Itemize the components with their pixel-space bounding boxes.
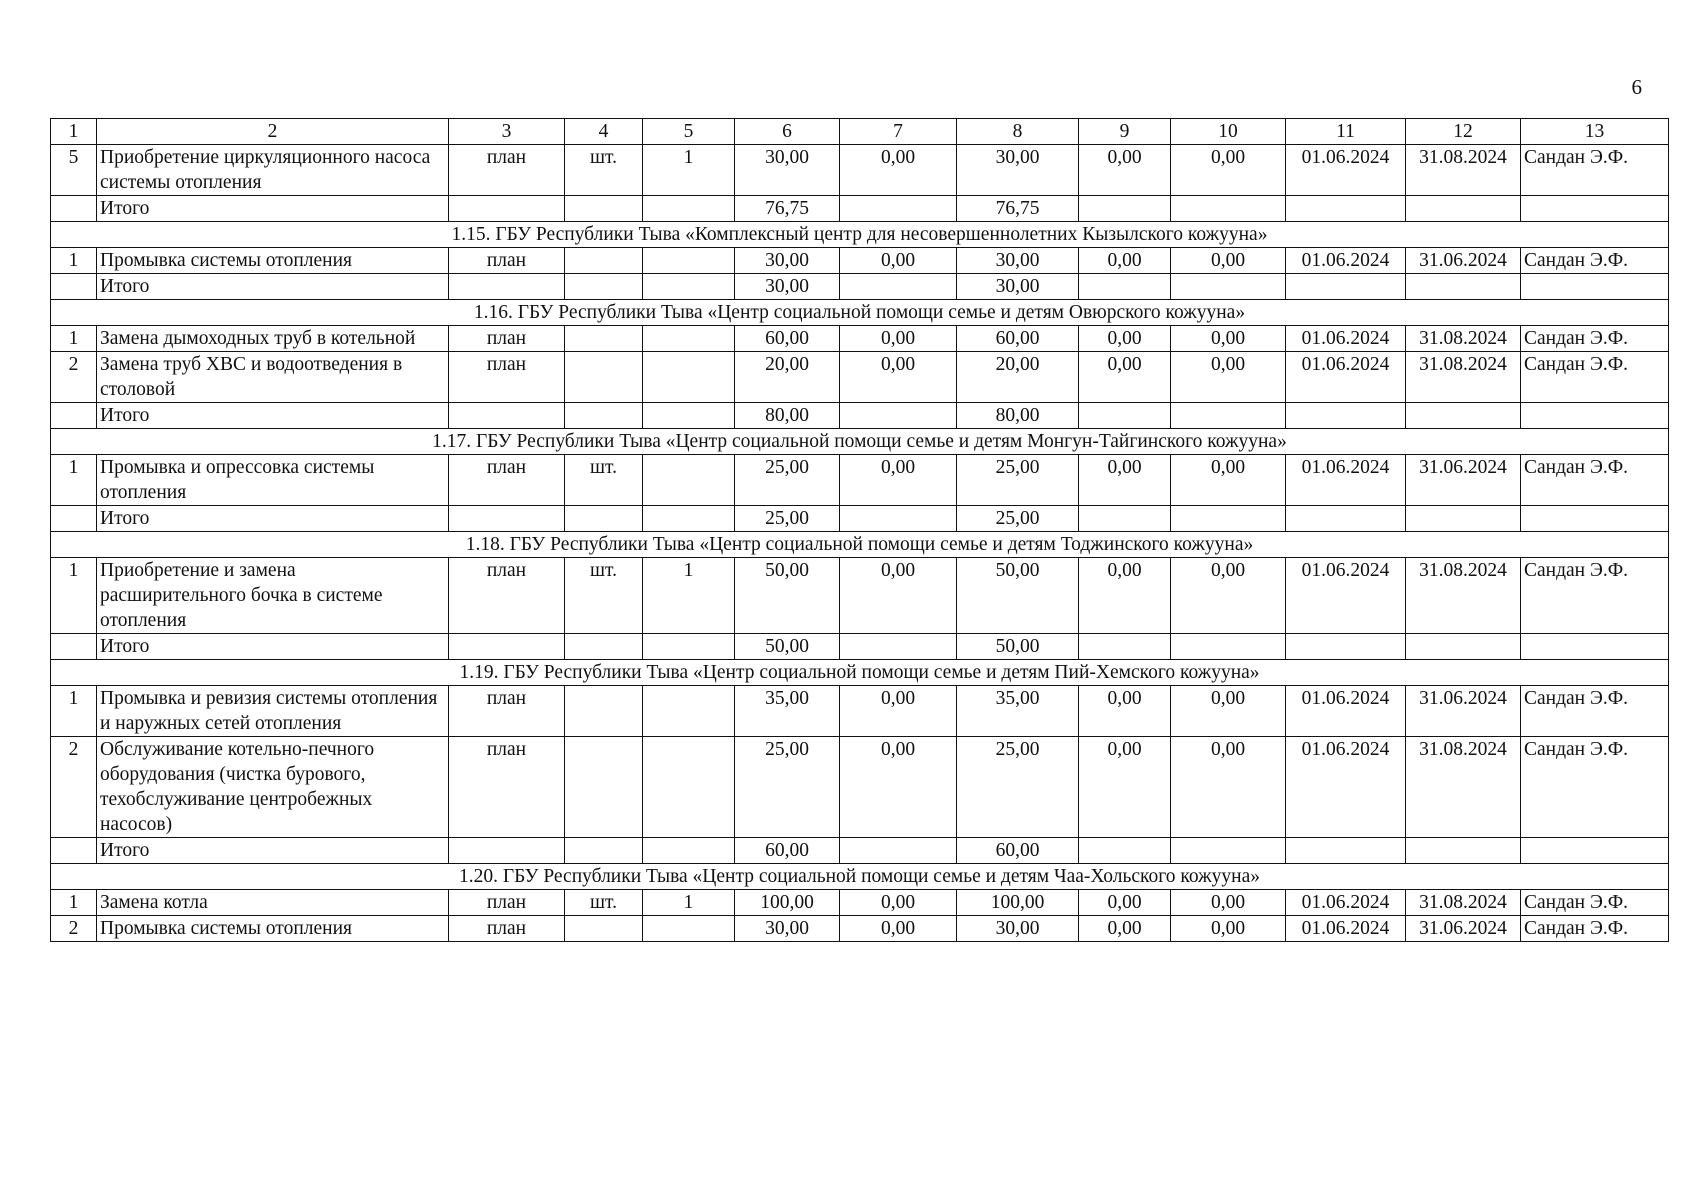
section-title: 1.17. ГБУ Республики Тыва «Центр социальной помощи семье и детям Монгун-Тайгинского кожууна»: [51, 429, 1669, 455]
quantity: [643, 916, 735, 942]
end-date: 31.08.2024: [1406, 737, 1521, 838]
work-name: Промывка и опрессовка системы отопления: [97, 455, 449, 506]
plan-type: план: [449, 737, 565, 838]
responsible-person: Сандан Э.Ф.: [1521, 248, 1669, 274]
unit: [565, 737, 643, 838]
row-number: 1: [51, 248, 97, 274]
amount-local: 0,00: [1079, 737, 1171, 838]
empty-cell: [643, 838, 735, 864]
end-date: 31.06.2024: [1406, 916, 1521, 942]
amount-other: 0,00: [1171, 352, 1286, 403]
unit: [565, 352, 643, 403]
amount-other: 0,00: [1171, 737, 1286, 838]
amount-total: 30,00: [735, 145, 840, 196]
total-amount-regional: 80,00: [957, 403, 1079, 429]
page-number: 6: [1631, 75, 1642, 99]
amount-local: 0,00: [1079, 455, 1171, 506]
start-date: 01.06.2024: [1286, 248, 1406, 274]
total-label: Итого: [97, 838, 449, 864]
empty-cell: [1079, 274, 1171, 300]
empty-cell: [643, 634, 735, 660]
empty-cell: [449, 196, 565, 222]
unit: шт.: [565, 558, 643, 634]
total-amount-regional: 30,00: [957, 274, 1079, 300]
total-amount-regional: 76,75: [957, 196, 1079, 222]
empty-cell: [1286, 838, 1406, 864]
amount-other: 0,00: [1171, 248, 1286, 274]
empty-cell: [565, 403, 643, 429]
start-date: 01.06.2024: [1286, 916, 1406, 942]
empty-cell: [1079, 196, 1171, 222]
amount-federal: 0,00: [840, 455, 957, 506]
column-header: 7: [840, 119, 957, 145]
empty-cell: [1171, 506, 1286, 532]
empty-cell: [1286, 634, 1406, 660]
empty-cell: [1286, 403, 1406, 429]
empty-cell: [1406, 403, 1521, 429]
row-number: 1: [51, 455, 97, 506]
plan-table-body: [51, 119, 1669, 942]
responsible-person: Сандан Э.Ф.: [1521, 145, 1669, 196]
amount-regional: 25,00: [957, 455, 1079, 506]
amount-local: 0,00: [1079, 558, 1171, 634]
amount-federal: 0,00: [840, 248, 957, 274]
empty-cell: [643, 196, 735, 222]
empty-cell: [51, 838, 97, 864]
row-number: 2: [51, 352, 97, 403]
amount-regional: 35,00: [957, 686, 1079, 737]
responsible-person: Сандан Э.Ф.: [1521, 326, 1669, 352]
unit: шт.: [565, 145, 643, 196]
start-date: 01.06.2024: [1286, 558, 1406, 634]
table-row: [51, 248, 1669, 274]
table-row: [51, 686, 1669, 737]
plan-type: план: [449, 145, 565, 196]
header-row: [51, 119, 1669, 145]
amount-local: 0,00: [1079, 145, 1171, 196]
row-number: 1: [51, 326, 97, 352]
start-date: 01.06.2024: [1286, 686, 1406, 737]
responsible-person: Сандан Э.Ф.: [1521, 558, 1669, 634]
section-title: 1.15. ГБУ Республики Тыва «Комплексный центр для несовершеннолетних Кызылского кожууна»: [51, 222, 1669, 248]
total-row: [51, 196, 1669, 222]
amount-regional: 60,00: [957, 326, 1079, 352]
table-row: [51, 890, 1669, 916]
column-header: 3: [449, 119, 565, 145]
empty-cell: [51, 274, 97, 300]
table-row: [51, 455, 1669, 506]
total-row: [51, 506, 1669, 532]
empty-cell: [1079, 634, 1171, 660]
amount-total: 30,00: [735, 916, 840, 942]
empty-cell: [1521, 274, 1669, 300]
end-date: 31.06.2024: [1406, 686, 1521, 737]
empty-cell: [1406, 506, 1521, 532]
empty-cell: [1521, 196, 1669, 222]
empty-cell: [449, 403, 565, 429]
quantity: [643, 248, 735, 274]
quantity: [643, 352, 735, 403]
empty-cell: [565, 506, 643, 532]
amount-federal: 0,00: [840, 145, 957, 196]
empty-cell: [1171, 634, 1286, 660]
amount-total: 35,00: [735, 686, 840, 737]
amount-total: 25,00: [735, 455, 840, 506]
row-number: 5: [51, 145, 97, 196]
unit: шт.: [565, 455, 643, 506]
table-row: [51, 558, 1669, 634]
row-number: 1: [51, 686, 97, 737]
amount-other: 0,00: [1171, 326, 1286, 352]
amount-federal: 0,00: [840, 686, 957, 737]
quantity: 1: [643, 145, 735, 196]
empty-cell: [1406, 838, 1521, 864]
work-name: Обслуживание котельно-печного оборудования (чистка бурового, техобслуживание центробежных насосов): [97, 737, 449, 838]
end-date: 31.06.2024: [1406, 455, 1521, 506]
column-header: 9: [1079, 119, 1171, 145]
total-label: Итого: [97, 403, 449, 429]
amount-federal: 0,00: [840, 352, 957, 403]
total-amount-regional: 60,00: [957, 838, 1079, 864]
plan-table: [50, 118, 1669, 942]
section-row: [51, 660, 1669, 686]
empty-cell: [643, 403, 735, 429]
plan-type: план: [449, 916, 565, 942]
quantity: 1: [643, 558, 735, 634]
amount-regional: 30,00: [957, 248, 1079, 274]
amount-local: 0,00: [1079, 686, 1171, 737]
empty-cell: [1171, 838, 1286, 864]
table-row: [51, 326, 1669, 352]
work-name: Промывка и ревизия системы отопления и наружных сетей отопления: [97, 686, 449, 737]
work-name: Приобретение и замена расширительного бочка в системе отопления: [97, 558, 449, 634]
unit: [565, 916, 643, 942]
responsible-person: Сандан Э.Ф.: [1521, 737, 1669, 838]
table-row: [51, 352, 1669, 403]
total-row: [51, 403, 1669, 429]
responsible-person: Сандан Э.Ф.: [1521, 890, 1669, 916]
empty-cell: [565, 838, 643, 864]
empty-cell: [51, 634, 97, 660]
empty-cell: [1171, 403, 1286, 429]
empty-cell: [1406, 274, 1521, 300]
column-header: 4: [565, 119, 643, 145]
amount-total: 60,00: [735, 326, 840, 352]
amount-regional: 30,00: [957, 916, 1079, 942]
end-date: 31.08.2024: [1406, 890, 1521, 916]
row-number: 2: [51, 737, 97, 838]
amount-total: 50,00: [735, 558, 840, 634]
section-title: 1.20. ГБУ Республики Тыва «Центр социальной помощи семье и детям Чаа-Хольского кожууна»: [51, 864, 1669, 890]
total-label: Итого: [97, 274, 449, 300]
end-date: 31.08.2024: [1406, 326, 1521, 352]
amount-regional: 50,00: [957, 558, 1079, 634]
end-date: 31.08.2024: [1406, 145, 1521, 196]
empty-cell: [840, 838, 957, 864]
unit: шт.: [565, 890, 643, 916]
start-date: 01.06.2024: [1286, 145, 1406, 196]
column-header: 5: [643, 119, 735, 145]
empty-cell: [449, 506, 565, 532]
amount-federal: 0,00: [840, 916, 957, 942]
responsible-person: Сандан Э.Ф.: [1521, 686, 1669, 737]
amount-local: 0,00: [1079, 248, 1171, 274]
empty-cell: [449, 634, 565, 660]
column-header: 6: [735, 119, 840, 145]
section-row: [51, 222, 1669, 248]
amount-total: 25,00: [735, 737, 840, 838]
empty-cell: [1521, 838, 1669, 864]
amount-federal: 0,00: [840, 890, 957, 916]
quantity: [643, 326, 735, 352]
unit: [565, 686, 643, 737]
amount-federal: 0,00: [840, 558, 957, 634]
plan-type: план: [449, 686, 565, 737]
amount-regional: 30,00: [957, 145, 1079, 196]
empty-cell: [51, 196, 97, 222]
total-row: [51, 274, 1669, 300]
total-amount: 25,00: [735, 506, 840, 532]
unit: [565, 326, 643, 352]
total-amount: 50,00: [735, 634, 840, 660]
table-row: [51, 916, 1669, 942]
responsible-person: Сандан Э.Ф.: [1521, 916, 1669, 942]
column-header: 12: [1406, 119, 1521, 145]
amount-other: 0,00: [1171, 145, 1286, 196]
row-number: 1: [51, 558, 97, 634]
section-row: [51, 532, 1669, 558]
empty-cell: [1079, 403, 1171, 429]
work-name: Замена труб ХВС и водоотведения в столовой: [97, 352, 449, 403]
plan-type: план: [449, 890, 565, 916]
start-date: 01.06.2024: [1286, 890, 1406, 916]
column-header: 2: [97, 119, 449, 145]
quantity: [643, 686, 735, 737]
empty-cell: [1171, 274, 1286, 300]
quantity: [643, 737, 735, 838]
total-amount: 60,00: [735, 838, 840, 864]
end-date: 31.08.2024: [1406, 558, 1521, 634]
total-amount: 80,00: [735, 403, 840, 429]
column-header: 8: [957, 119, 1079, 145]
column-header: 10: [1171, 119, 1286, 145]
start-date: 01.06.2024: [1286, 352, 1406, 403]
empty-cell: [1286, 274, 1406, 300]
plan-type: план: [449, 558, 565, 634]
empty-cell: [565, 634, 643, 660]
section-row: [51, 429, 1669, 455]
empty-cell: [840, 634, 957, 660]
amount-regional: 25,00: [957, 737, 1079, 838]
table-row: [51, 737, 1669, 838]
empty-cell: [51, 403, 97, 429]
responsible-person: Сандан Э.Ф.: [1521, 352, 1669, 403]
empty-cell: [1286, 196, 1406, 222]
column-header: 1: [51, 119, 97, 145]
section-row: [51, 864, 1669, 890]
amount-regional: 100,00: [957, 890, 1079, 916]
empty-cell: [840, 403, 957, 429]
amount-other: 0,00: [1171, 890, 1286, 916]
section-title: 1.16. ГБУ Республики Тыва «Центр социальной помощи семье и детям Овюрского кожууна»: [51, 300, 1669, 326]
amount-federal: 0,00: [840, 326, 957, 352]
empty-cell: [1171, 196, 1286, 222]
empty-cell: [449, 274, 565, 300]
total-amount-regional: 25,00: [957, 506, 1079, 532]
plan-type: план: [449, 248, 565, 274]
table-row: [51, 145, 1669, 196]
responsible-person: Сандан Э.Ф.: [1521, 455, 1669, 506]
start-date: 01.06.2024: [1286, 737, 1406, 838]
row-number: 2: [51, 916, 97, 942]
total-amount: 76,75: [735, 196, 840, 222]
empty-cell: [1406, 634, 1521, 660]
amount-other: 0,00: [1171, 686, 1286, 737]
start-date: 01.06.2024: [1286, 326, 1406, 352]
empty-cell: [51, 506, 97, 532]
section-title: 1.19. ГБУ Республики Тыва «Центр социальной помощи семье и детям Пий-Хемского кожууна»: [51, 660, 1669, 686]
empty-cell: [840, 274, 957, 300]
quantity: 1: [643, 890, 735, 916]
amount-federal: 0,00: [840, 737, 957, 838]
empty-cell: [1521, 506, 1669, 532]
start-date: 01.06.2024: [1286, 455, 1406, 506]
empty-cell: [565, 196, 643, 222]
amount-total: 30,00: [735, 248, 840, 274]
work-name: Замена котла: [97, 890, 449, 916]
empty-cell: [449, 838, 565, 864]
section-title: 1.18. ГБУ Республики Тыва «Центр социальной помощи семье и детям Тоджинского кожууна»: [51, 532, 1669, 558]
empty-cell: [1286, 506, 1406, 532]
plan-type: план: [449, 326, 565, 352]
row-number: 1: [51, 890, 97, 916]
amount-local: 0,00: [1079, 890, 1171, 916]
total-label: Итого: [97, 196, 449, 222]
plan-type: план: [449, 455, 565, 506]
empty-cell: [1079, 506, 1171, 532]
amount-local: 0,00: [1079, 352, 1171, 403]
amount-total: 100,00: [735, 890, 840, 916]
amount-local: 0,00: [1079, 916, 1171, 942]
total-amount: 30,00: [735, 274, 840, 300]
empty-cell: [840, 506, 957, 532]
work-name: Промывка системы отопления: [97, 248, 449, 274]
work-name: Промывка системы отопления: [97, 916, 449, 942]
empty-cell: [1521, 634, 1669, 660]
amount-other: 0,00: [1171, 916, 1286, 942]
empty-cell: [643, 506, 735, 532]
total-label: Итого: [97, 506, 449, 532]
empty-cell: [840, 196, 957, 222]
empty-cell: [1521, 403, 1669, 429]
amount-total: 20,00: [735, 352, 840, 403]
plan-type: план: [449, 352, 565, 403]
empty-cell: [1079, 838, 1171, 864]
total-label: Итого: [97, 634, 449, 660]
total-amount-regional: 50,00: [957, 634, 1079, 660]
unit: [565, 248, 643, 274]
amount-local: 0,00: [1079, 326, 1171, 352]
work-name: Замена дымоходных труб в котельной: [97, 326, 449, 352]
total-row: [51, 634, 1669, 660]
amount-regional: 20,00: [957, 352, 1079, 403]
amount-other: 0,00: [1171, 455, 1286, 506]
total-row: [51, 838, 1669, 864]
column-header: 11: [1286, 119, 1406, 145]
end-date: 31.08.2024: [1406, 352, 1521, 403]
end-date: 31.06.2024: [1406, 248, 1521, 274]
section-row: [51, 300, 1669, 326]
quantity: [643, 455, 735, 506]
empty-cell: [565, 274, 643, 300]
empty-cell: [1406, 196, 1521, 222]
column-header: 13: [1521, 119, 1669, 145]
empty-cell: [643, 274, 735, 300]
work-name: Приобретение циркуляционного насоса системы отопления: [97, 145, 449, 196]
amount-other: 0,00: [1171, 558, 1286, 634]
